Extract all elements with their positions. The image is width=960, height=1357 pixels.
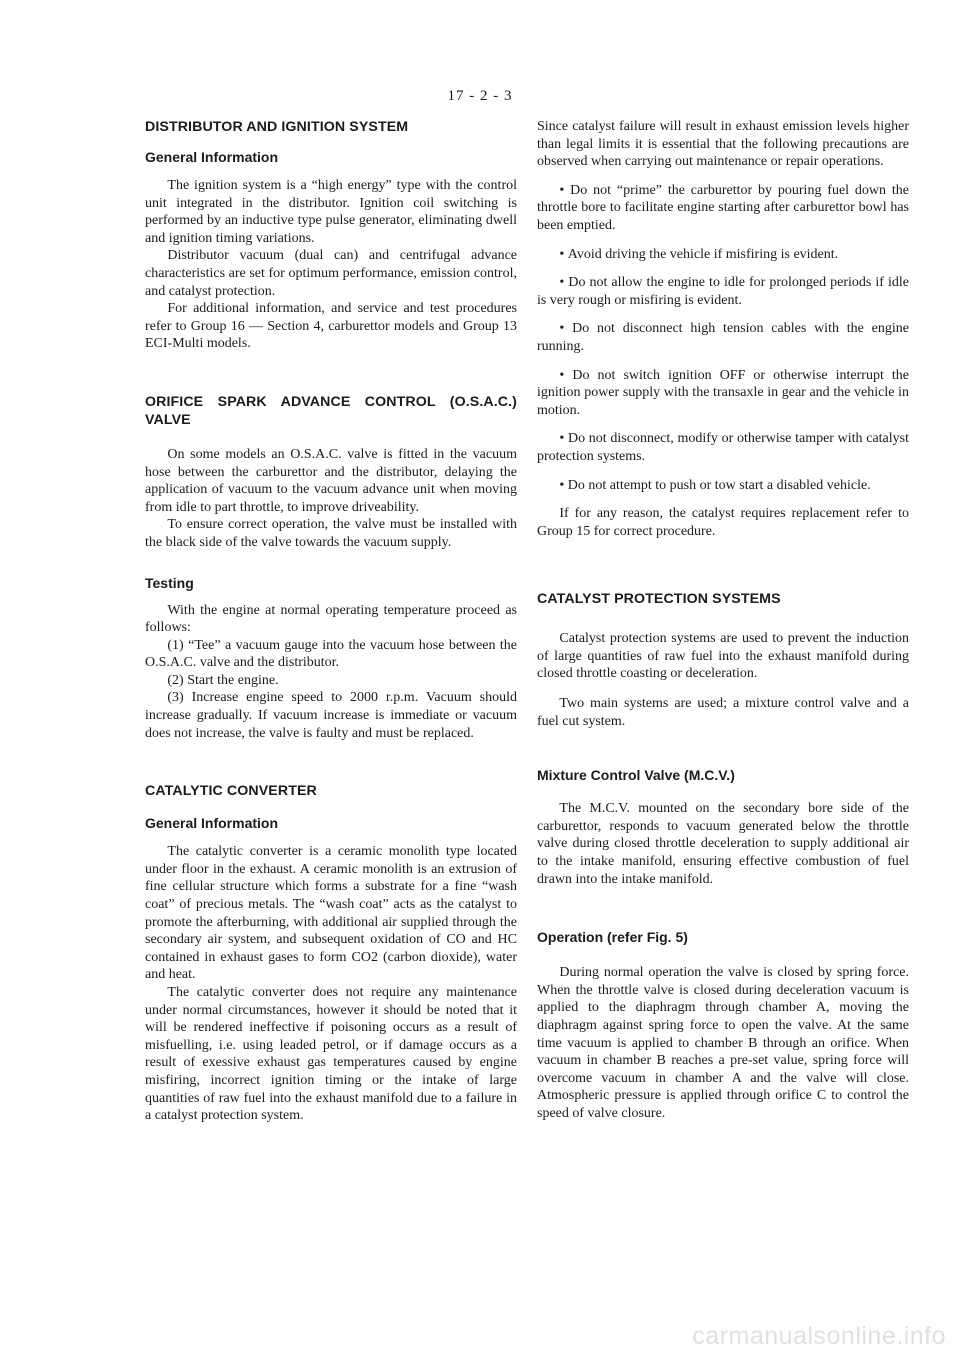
page-number: 17 - 2 - 3 — [447, 88, 513, 104]
precaution-bullet-3: • Do not allow the engine to idle for prolonged periods if idle is very rough or misfiring is evident. — [537, 274, 909, 309]
precaution-bullet-7: • Do not attempt to push or tow start a disabled vehicle. — [537, 477, 909, 495]
general-info-heading: General Information — [145, 149, 279, 165]
mcv-heading: Mixture Control Valve (M.C.V.) — [537, 767, 735, 784]
testing-step-2: (2) Start the engine. — [167, 672, 279, 688]
catalytic-general-info-heading: General Information — [145, 815, 279, 832]
precautions-intro: Since catalyst failure will result in exhaust emission levels higher than legal limits it is essential that the following precautions are observed when carrying out maintenance or repair operations. — [537, 119, 909, 170]
replacement-note: If for any reason, the catalyst requires replacement refer to Group 15 for correct procedure. — [537, 506, 909, 539]
catalyst-protection-heading: CATALYST PROTECTION SYSTEMS — [537, 591, 781, 608]
osac-paragraph-2: To ensure correct operation, the valve must be installed with the black side of the valve towards the vacuum supply. — [145, 517, 517, 550]
testing-paragraph: With the engine at normal operating temperature proceed as follows: — [145, 602, 517, 636]
catalytic-converter-heading: CATALYTIC CONVERTER — [145, 783, 317, 800]
operation-paragraph: During normal operation the valve is closed by spring force. When the throttle valve is closed during deceleration vacuum is applied to the diaphragm through chamber A, moving the diaphragm against spring force to open the valve. At the same time vacuum is applied to chamber B through an orifice. When vacuum in chamber B reaches a pre-set value, spring force will overcome vacuum in chamber A and the valve will close. Atmospheric pressure is applied through orifice C to control the speed of valve closure. — [537, 965, 909, 1121]
precaution-bullet-6: • Do not disconnect, modify or otherwise tamper with catalyst protection systems. — [537, 430, 909, 465]
precaution-bullet-2: • Avoid driving the vehicle if misfiring is evident. — [537, 246, 909, 264]
general-info-paragraph-2: Distributor vacuum (dual can) and centrifugal advance characteristics are set for optimum performance, emission control, and catalyst protection. — [145, 248, 517, 299]
general-info-paragraph-1: The ignition system is a “high energy” type with the control unit integrated in the distributor. Ignition coil switching is performed by an inductive type pulse generator, eliminating dwell and ignition timing variations. — [145, 178, 517, 246]
osac-paragraph-1: On some models an O.S.A.C. valve is fitted in the vacuum hose between the carburettor and the distributor, delaying the application of vacuum to the vacuum advance unit when moving from idle to part throttle, to improve driveability. — [145, 446, 517, 515]
watermark-footer: carmanualsonline.info — [692, 1322, 946, 1350]
testing-step-1: (1) “Tee” a vacuum gauge into the vacuum hose between the O.S.A.C. valve and the distributor. — [145, 637, 517, 671]
right-column — [537, 118, 909, 1123]
catalytic-paragraph-2: The catalytic converter does not require any maintenance under normal circumstances, however it should be noted that it will be rendered ineffective if poisoning occurs as a result of misfuelling, i.e. using leaded petrol, or if damage occurs as a result of exessive exhaust gas temperatures caused by engine misfiring, incorrect ignition timing or the intake of large quantities of raw fuel into the exhaust manifold due to a failure in a catalyst protection system. — [145, 985, 517, 1124]
operation-heading: Operation (refer Fig. 5) — [537, 929, 688, 946]
testing-heading: Testing — [145, 574, 194, 591]
precaution-bullet-1: • Do not “prime” the carburettor by pouring fuel down the throttle bore to facilitate engine starting after carburettor bowl has been emptied. — [537, 182, 909, 235]
osac-heading: ORIFICE SPARK ADVANCE CONTROL (O.S.A.C.) VALVE — [145, 393, 517, 428]
precaution-bullet-4: • Do not disconnect high tension cables with the engine running. — [537, 320, 909, 355]
mcv-paragraph: The M.C.V. mounted on the secondary bore side of the carburettor, responds to vacuum generated below the throttle valve during closed throttle deceleration to supply additional air to the intake manifold, ensuring effective combustion of fuel drawn into the intake manifold. — [537, 801, 909, 887]
precaution-bullet-5: • Do not switch ignition OFF or otherwise interrupt the ignition power supply with the transaxle in gear and the vehicle in motion. — [537, 367, 909, 420]
left-column — [145, 118, 517, 1125]
catalytic-paragraph-1: The catalytic converter is a ceramic monolith type located under floor in the exhaust. A ceramic monolith is an extrusion of fine cellular structure which forms a substrate for a fine “wash coat” of precious metals. The “wash coat” acts as the catalyst to promote the afterburning, with additional air supplied through the secondary air system, and subsequent oxidation of CO and HC contained in exhaust gases to form CO2 (carbon dioxide), water and heat. — [145, 844, 517, 983]
testing-step-3: (3) Increase engine speed to 2000 r.p.m. Vacuum should increase gradually. If vacuum increase is immediate or vacuum does not increase, the valve is faulty and must be replaced. — [145, 690, 517, 741]
distributor-heading: DISTRIBUTOR AND IGNITION SYSTEM — [145, 119, 409, 135]
protection-paragraph-2: Two main systems are used; a mixture control valve and a fuel cut system. — [537, 696, 909, 729]
protection-paragraph-1: Catalyst protection systems are used to prevent the induction of large quantities of raw fuel into the exhaust manifold during closed throttle coasting or deceleration. — [537, 631, 909, 682]
general-info-paragraph-3: For additional information, and service and test procedures refer to Group 16 — Section 4, carburettor models and Group 13 ECI-Multi models. — [145, 301, 517, 352]
